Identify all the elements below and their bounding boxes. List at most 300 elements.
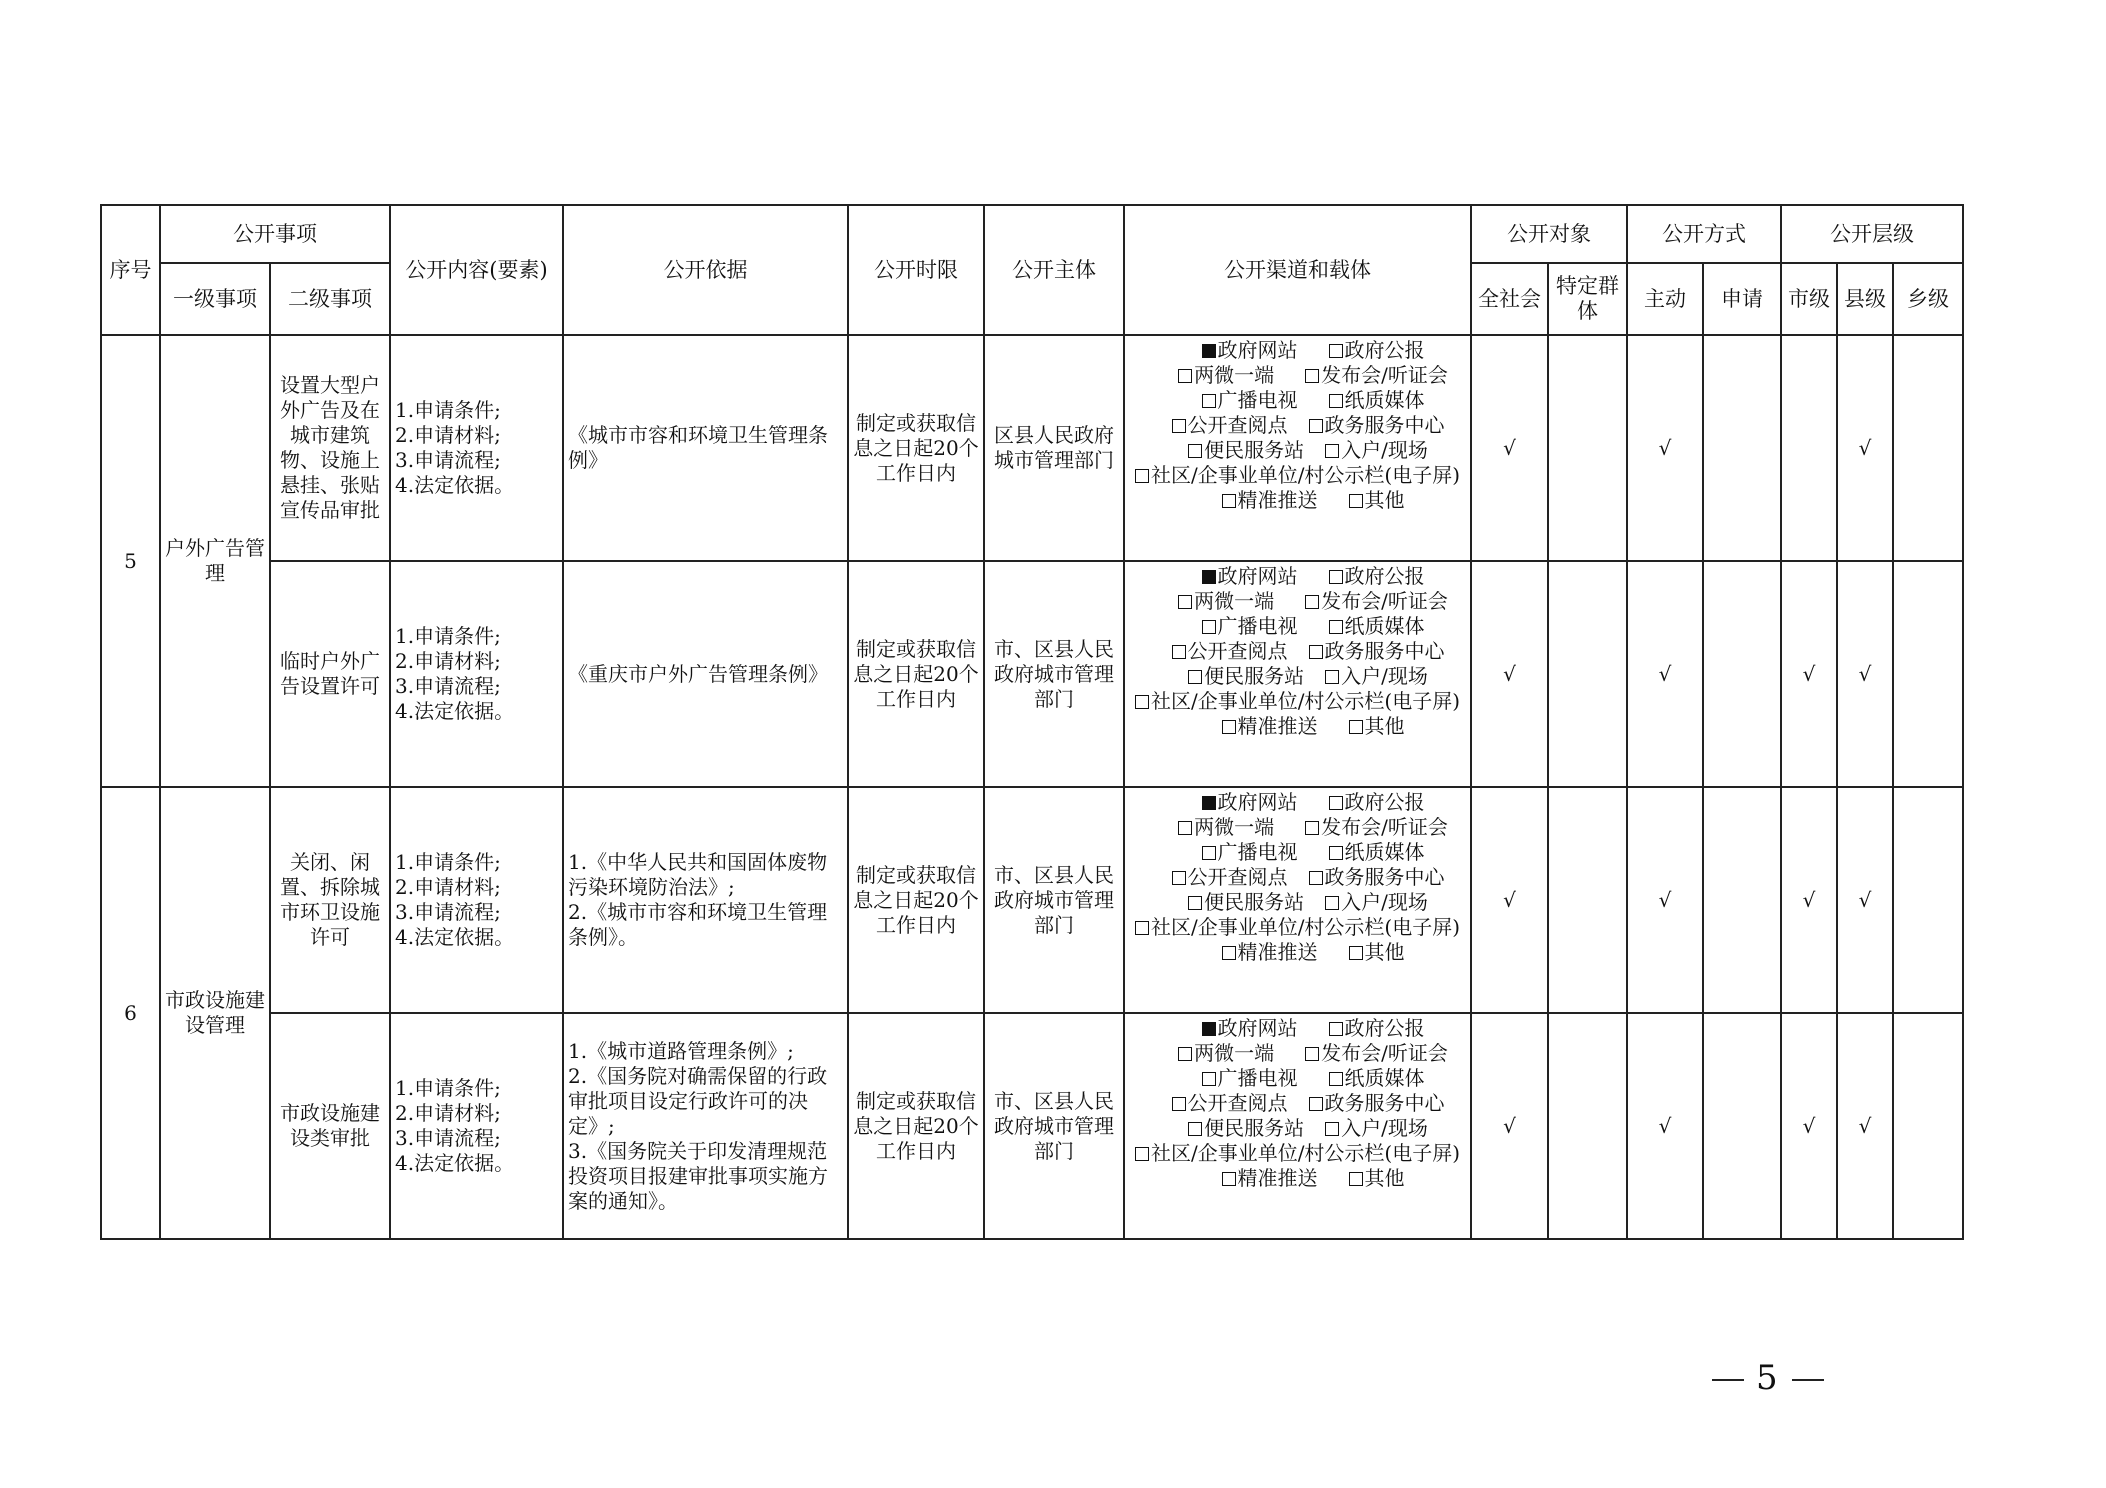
channel-line	[1133, 1091, 1462, 1116]
channel-label: 精准推送	[1237, 714, 1318, 738]
channel-cell	[1124, 787, 1471, 1013]
basis-cell	[563, 561, 848, 787]
empty-box-icon	[1305, 1047, 1319, 1061]
mark-cell-town	[1893, 561, 1963, 787]
mark-cell-city	[1781, 335, 1837, 561]
channel-label: 两微一端	[1194, 589, 1275, 613]
channel-option	[1147, 589, 1305, 614]
channel-line	[1133, 940, 1462, 965]
basis-line: 2.《国务院对确需保留的行政审批项目设定行政许可的决定》;	[568, 1063, 828, 1138]
header-seq: 序号	[101, 205, 160, 335]
channel-option	[1151, 639, 1309, 664]
channel-option	[1349, 488, 1405, 513]
header-tier-town: 乡级	[1893, 263, 1963, 335]
content-line: 2.申请材料;	[395, 649, 501, 673]
channel-label: 入户/现场	[1341, 664, 1428, 688]
empty-box-icon	[1325, 896, 1339, 910]
channel-label: 纸质媒体	[1344, 840, 1425, 864]
channel-option	[1171, 614, 1329, 639]
channel-option	[1171, 564, 1329, 589]
channel-label: 政务服务中心	[1324, 639, 1445, 663]
channel-option	[1135, 689, 1460, 714]
channel-option	[1147, 1041, 1305, 1066]
channel-option	[1191, 488, 1349, 513]
empty-box-icon	[1329, 394, 1343, 408]
channel-option	[1309, 413, 1445, 438]
empty-box-icon	[1329, 846, 1343, 860]
time-cell: 制定或获取信息之日起20个工作日内	[848, 561, 984, 787]
channel-line	[1133, 413, 1462, 438]
channel-label: 政府公报	[1344, 338, 1425, 362]
mark-cell-all	[1471, 561, 1548, 787]
empty-box-icon	[1135, 1147, 1149, 1161]
mark-cell-county	[1837, 787, 1893, 1013]
channel-option	[1329, 338, 1425, 363]
empty-box-icon	[1202, 394, 1216, 408]
empty-box-icon	[1135, 469, 1149, 483]
channel-label: 社区/企事业单位/村公示栏(电子屏)	[1150, 1141, 1461, 1165]
channel-label: 政府公报	[1344, 790, 1425, 814]
level2-cell: 临时户外广告设置许可	[270, 561, 390, 787]
channel-line	[1133, 1141, 1462, 1166]
channel-label: 公开查阅点	[1187, 865, 1288, 889]
empty-box-icon	[1309, 871, 1323, 885]
basis-line: 《城市市容和环境卫生管理条例》	[568, 423, 828, 472]
channel-label: 政府网站	[1217, 564, 1298, 588]
header-target: 公开对象	[1471, 205, 1627, 263]
channel-line	[1133, 1066, 1462, 1091]
channel-label: 政务服务中心	[1324, 1091, 1445, 1115]
mark-cell-group	[1548, 787, 1627, 1013]
mark-cell-active	[1627, 787, 1703, 1013]
mark-cell-city	[1781, 1013, 1837, 1239]
time-cell: 制定或获取信息之日起20个工作日内	[848, 787, 984, 1013]
header-basis: 公开依据	[563, 205, 848, 335]
empty-box-icon	[1305, 821, 1319, 835]
channel-line	[1133, 438, 1462, 463]
channel-label: 公开查阅点	[1187, 1091, 1288, 1115]
mark-cell-town	[1893, 1013, 1963, 1239]
checkmark-icon: √	[1802, 1113, 1816, 1138]
channel-label: 纸质媒体	[1344, 388, 1425, 412]
basis-line: 1.《城市道路管理条例》;	[568, 1038, 794, 1063]
disclosure-table	[100, 204, 1964, 1240]
mark-cell-apply	[1703, 1013, 1781, 1239]
content-line: 3.申请流程;	[395, 1126, 501, 1150]
empty-box-icon	[1135, 921, 1149, 935]
seq-cell: 6	[101, 787, 160, 1239]
subject-cell: 市、区县人民政府城市管理部门	[984, 561, 1124, 787]
empty-box-icon	[1188, 670, 1202, 684]
channel-option	[1325, 438, 1428, 463]
channel-label: 便民服务站	[1204, 890, 1305, 914]
channel-line	[1133, 865, 1462, 890]
channel-label: 政务服务中心	[1324, 865, 1445, 889]
channel-option	[1305, 815, 1448, 840]
channel-option	[1167, 664, 1325, 689]
channel-label: 便民服务站	[1204, 1116, 1305, 1140]
checkmark-icon: √	[1858, 435, 1872, 460]
empty-box-icon	[1202, 1072, 1216, 1086]
basis-line: 2.《城市市容和环境卫生管理条例》。	[568, 900, 828, 949]
empty-box-icon	[1325, 670, 1339, 684]
channel-option	[1309, 1091, 1445, 1116]
table-row	[101, 561, 1963, 787]
empty-box-icon	[1329, 1022, 1343, 1036]
empty-box-icon	[1172, 419, 1186, 433]
channel-line	[1133, 714, 1462, 739]
empty-box-icon	[1188, 896, 1202, 910]
empty-box-icon	[1222, 946, 1236, 960]
mark-cell-group	[1548, 335, 1627, 561]
channel-label: 精准推送	[1237, 1166, 1318, 1190]
checkmark-icon: √	[1658, 1113, 1672, 1138]
channel-option	[1167, 1116, 1325, 1141]
mark-cell-city	[1781, 787, 1837, 1013]
mark-cell-all	[1471, 1013, 1548, 1239]
empty-box-icon	[1305, 369, 1319, 383]
mark-cell-active	[1627, 335, 1703, 561]
channel-option	[1191, 940, 1349, 965]
header-time: 公开时限	[848, 205, 984, 335]
empty-box-icon	[1329, 620, 1343, 634]
channel-option	[1329, 1016, 1425, 1041]
channel-label: 两微一端	[1194, 363, 1275, 387]
channel-label: 广播电视	[1217, 1066, 1298, 1090]
mark-cell-all	[1471, 335, 1548, 561]
channel-label: 政府网站	[1217, 790, 1298, 814]
checked-box-icon	[1202, 570, 1216, 584]
mark-cell-apply	[1703, 561, 1781, 787]
channel-line	[1133, 1116, 1462, 1141]
content-line: 1.申请条件;	[395, 398, 501, 422]
channel-line	[1133, 488, 1462, 513]
checkmark-icon: √	[1503, 435, 1516, 460]
channel-label: 入户/现场	[1341, 890, 1428, 914]
channel-option	[1151, 1091, 1309, 1116]
mark-cell-county	[1837, 561, 1893, 787]
mark-cell-apply	[1703, 787, 1781, 1013]
channel-label: 其他	[1364, 488, 1405, 512]
empty-box-icon	[1222, 1172, 1236, 1186]
channel-line	[1133, 338, 1462, 363]
channel-label: 广播电视	[1217, 840, 1298, 864]
channel-label: 发布会/听证会	[1321, 589, 1448, 613]
channel-label: 发布会/听证会	[1321, 1041, 1448, 1065]
empty-box-icon	[1309, 645, 1323, 659]
content-line: 4.法定依据。	[395, 699, 515, 723]
empty-box-icon	[1349, 1172, 1363, 1186]
channel-option	[1349, 1166, 1405, 1191]
channel-option	[1191, 1166, 1349, 1191]
channel-label: 社区/企事业单位/村公示栏(电子屏)	[1150, 915, 1461, 939]
channel-option	[1191, 714, 1349, 739]
mark-cell-group	[1548, 1013, 1627, 1239]
empty-box-icon	[1202, 846, 1216, 860]
level2-cell: 设置大型户外广告及在城市建筑物、设施上悬挂、张贴宣传品审批	[270, 335, 390, 561]
channel-label: 其他	[1364, 1166, 1405, 1190]
channel-cell	[1124, 335, 1471, 561]
channel-label: 广播电视	[1217, 388, 1298, 412]
channel-option	[1309, 639, 1445, 664]
time-cell: 制定或获取信息之日起20个工作日内	[848, 335, 984, 561]
content-line: 4.法定依据。	[395, 925, 515, 949]
header-level1: 一级事项	[160, 263, 270, 335]
header-item: 公开事项	[160, 205, 390, 263]
mark-cell-town	[1893, 335, 1963, 561]
subject-cell: 市、区县人民政府城市管理部门	[984, 1013, 1124, 1239]
channel-label: 纸质媒体	[1344, 614, 1425, 638]
mark-cell-apply	[1703, 335, 1781, 561]
channel-option	[1329, 790, 1425, 815]
empty-box-icon	[1329, 570, 1343, 584]
basis-line: 3.《国务院关于印发清理规范投资项目报建审批事项实施方案的通知》。	[568, 1138, 828, 1213]
content-line: 1.申请条件;	[395, 624, 501, 648]
channel-line	[1133, 639, 1462, 664]
channel-line	[1133, 664, 1462, 689]
channel-line	[1133, 363, 1462, 388]
channel-option	[1325, 1116, 1428, 1141]
channel-option	[1305, 589, 1448, 614]
mark-cell-county	[1837, 1013, 1893, 1239]
channel-option	[1305, 1041, 1448, 1066]
mark-cell-group	[1548, 561, 1627, 787]
content-line: 1.申请条件;	[395, 850, 501, 874]
channel-label: 公开查阅点	[1187, 639, 1288, 663]
channel-line	[1133, 1166, 1462, 1191]
channel-line	[1133, 614, 1462, 639]
channel-label: 精准推送	[1237, 488, 1318, 512]
checked-box-icon	[1202, 1022, 1216, 1036]
channel-label: 两微一端	[1194, 815, 1275, 839]
channel-option	[1147, 815, 1305, 840]
empty-box-icon	[1178, 369, 1192, 383]
content-cell	[390, 787, 563, 1013]
content-line: 4.法定依据。	[395, 473, 515, 497]
channel-option	[1325, 890, 1428, 915]
basis-cell	[563, 335, 848, 561]
empty-box-icon	[1178, 595, 1192, 609]
channel-option	[1171, 1066, 1329, 1091]
empty-box-icon	[1325, 444, 1339, 458]
table-row	[101, 787, 1963, 1013]
header-mode-active: 主动	[1627, 263, 1703, 335]
checkmark-icon: √	[1858, 1113, 1872, 1138]
empty-box-icon	[1222, 494, 1236, 508]
empty-box-icon	[1178, 821, 1192, 835]
header-channel: 公开渠道和载体	[1124, 205, 1471, 335]
subject-cell: 区县人民政府城市管理部门	[984, 335, 1124, 561]
empty-box-icon	[1178, 1047, 1192, 1061]
checkmark-icon: √	[1503, 661, 1516, 686]
header-tier-city: 市级	[1781, 263, 1837, 335]
channel-option	[1135, 1141, 1460, 1166]
basis-cell	[563, 1013, 848, 1239]
channel-label: 入户/现场	[1341, 438, 1428, 462]
page-number: 5	[1700, 1358, 1836, 1398]
empty-box-icon	[1188, 444, 1202, 458]
checked-box-icon	[1202, 344, 1216, 358]
basis-line: 《重庆市户外广告管理条例》	[568, 661, 828, 686]
checkmark-icon: √	[1858, 887, 1872, 912]
channel-option	[1309, 865, 1445, 890]
checkmark-icon: √	[1658, 661, 1672, 686]
header-target-group: 特定群体	[1548, 263, 1627, 335]
channel-line	[1133, 815, 1462, 840]
channel-label: 社区/企事业单位/村公示栏(电子屏)	[1150, 689, 1461, 713]
channel-option	[1349, 714, 1405, 739]
content-cell	[390, 335, 563, 561]
mark-cell-active	[1627, 1013, 1703, 1239]
channel-label: 广播电视	[1217, 614, 1298, 638]
checked-box-icon	[1202, 796, 1216, 810]
header-tier-county: 县级	[1837, 263, 1893, 335]
mark-cell-town	[1893, 787, 1963, 1013]
channel-line	[1133, 890, 1462, 915]
header-target-all: 全社会	[1471, 263, 1548, 335]
seq-cell: 5	[101, 335, 160, 787]
empty-box-icon	[1325, 1122, 1339, 1136]
content-line: 1.申请条件;	[395, 1076, 501, 1100]
channel-option	[1329, 388, 1425, 413]
header-mode: 公开方式	[1627, 205, 1781, 263]
channel-label: 政府公报	[1344, 1016, 1425, 1040]
channel-option	[1147, 363, 1305, 388]
header-mode-apply: 申请	[1703, 263, 1781, 335]
empty-box-icon	[1329, 1072, 1343, 1086]
channel-label: 精准推送	[1237, 940, 1318, 964]
empty-box-icon	[1349, 946, 1363, 960]
channel-label: 政府网站	[1217, 1016, 1298, 1040]
channel-option	[1151, 865, 1309, 890]
channel-option	[1329, 1066, 1425, 1091]
mark-cell-active	[1627, 561, 1703, 787]
empty-box-icon	[1329, 344, 1343, 358]
channel-label: 政府网站	[1217, 338, 1298, 362]
mark-cell-all	[1471, 787, 1548, 1013]
empty-box-icon	[1222, 720, 1236, 734]
channel-line	[1133, 689, 1462, 714]
channel-label: 其他	[1364, 940, 1405, 964]
level2-cell: 市政设施建设类审批	[270, 1013, 390, 1239]
table-row	[101, 1013, 1963, 1239]
header-subject: 公开主体	[984, 205, 1124, 335]
channel-option	[1171, 388, 1329, 413]
channel-line	[1133, 1016, 1462, 1041]
channel-label: 政务服务中心	[1324, 413, 1445, 437]
empty-box-icon	[1135, 695, 1149, 709]
channel-option	[1329, 840, 1425, 865]
empty-box-icon	[1188, 1122, 1202, 1136]
content-cell	[390, 561, 563, 787]
content-line: 2.申请材料;	[395, 423, 501, 447]
mark-cell-county	[1837, 335, 1893, 561]
channel-option	[1151, 413, 1309, 438]
empty-box-icon	[1349, 720, 1363, 734]
channel-line	[1133, 840, 1462, 865]
channel-option	[1171, 840, 1329, 865]
channel-line	[1133, 564, 1462, 589]
channel-line	[1133, 790, 1462, 815]
basis-line: 1.《中华人民共和国固体废物污染环境防治法》;	[568, 850, 828, 899]
channel-cell	[1124, 1013, 1471, 1239]
empty-box-icon	[1172, 871, 1186, 885]
channel-option	[1135, 915, 1460, 940]
channel-option	[1167, 890, 1325, 915]
mark-cell-city	[1781, 561, 1837, 787]
content-line: 3.申请流程;	[395, 448, 501, 472]
channel-line	[1133, 1041, 1462, 1066]
channel-option	[1135, 463, 1460, 488]
content-line: 3.申请流程;	[395, 900, 501, 924]
checkmark-icon: √	[1503, 887, 1516, 912]
channel-label: 入户/现场	[1341, 1116, 1428, 1140]
level1-cell: 户外广告管理	[160, 335, 270, 787]
checkmark-icon: √	[1858, 661, 1872, 686]
time-cell: 制定或获取信息之日起20个工作日内	[848, 1013, 984, 1239]
channel-option	[1329, 564, 1425, 589]
channel-label: 纸质媒体	[1344, 1066, 1425, 1090]
checkmark-icon: √	[1658, 887, 1672, 912]
content-line: 2.申请材料;	[395, 875, 501, 899]
channel-label: 其他	[1364, 714, 1405, 738]
subject-cell: 市、区县人民政府城市管理部门	[984, 787, 1124, 1013]
channel-option	[1329, 614, 1425, 639]
channel-option	[1325, 664, 1428, 689]
channel-line	[1133, 915, 1462, 940]
empty-box-icon	[1349, 494, 1363, 508]
content-line: 3.申请流程;	[395, 674, 501, 698]
checkmark-icon: √	[1802, 887, 1816, 912]
channel-line	[1133, 589, 1462, 614]
channel-option	[1349, 940, 1405, 965]
empty-box-icon	[1172, 645, 1186, 659]
channel-option	[1171, 1016, 1329, 1041]
channel-label: 两微一端	[1194, 1041, 1275, 1065]
checkmark-icon: √	[1658, 435, 1672, 460]
level1-cell: 市政设施建设管理	[160, 787, 270, 1239]
channel-label: 发布会/听证会	[1321, 363, 1448, 387]
channel-line	[1133, 463, 1462, 488]
empty-box-icon	[1202, 620, 1216, 634]
header-content: 公开内容(要素)	[390, 205, 563, 335]
empty-box-icon	[1309, 1097, 1323, 1111]
basis-cell	[563, 787, 848, 1013]
level2-cell: 关闭、闲置、拆除城市环卫设施许可	[270, 787, 390, 1013]
empty-box-icon	[1309, 419, 1323, 433]
channel-label: 发布会/听证会	[1321, 815, 1448, 839]
content-line: 4.法定依据。	[395, 1151, 515, 1175]
header-tier: 公开层级	[1781, 205, 1963, 263]
content-cell	[390, 1013, 563, 1239]
empty-box-icon	[1305, 595, 1319, 609]
channel-option	[1171, 338, 1329, 363]
channel-label: 便民服务站	[1204, 664, 1305, 688]
empty-box-icon	[1329, 796, 1343, 810]
channel-option	[1171, 790, 1329, 815]
checkmark-icon: √	[1503, 1113, 1516, 1138]
empty-box-icon	[1172, 1097, 1186, 1111]
channel-label: 便民服务站	[1204, 438, 1305, 462]
table-row	[101, 335, 1963, 561]
channel-label: 政府公报	[1344, 564, 1425, 588]
checkmark-icon: √	[1802, 661, 1816, 686]
channel-option	[1167, 438, 1325, 463]
channel-cell	[1124, 561, 1471, 787]
channel-label: 公开查阅点	[1187, 413, 1288, 437]
header-level2: 二级事项	[270, 263, 390, 335]
content-line: 2.申请材料;	[395, 1101, 501, 1125]
